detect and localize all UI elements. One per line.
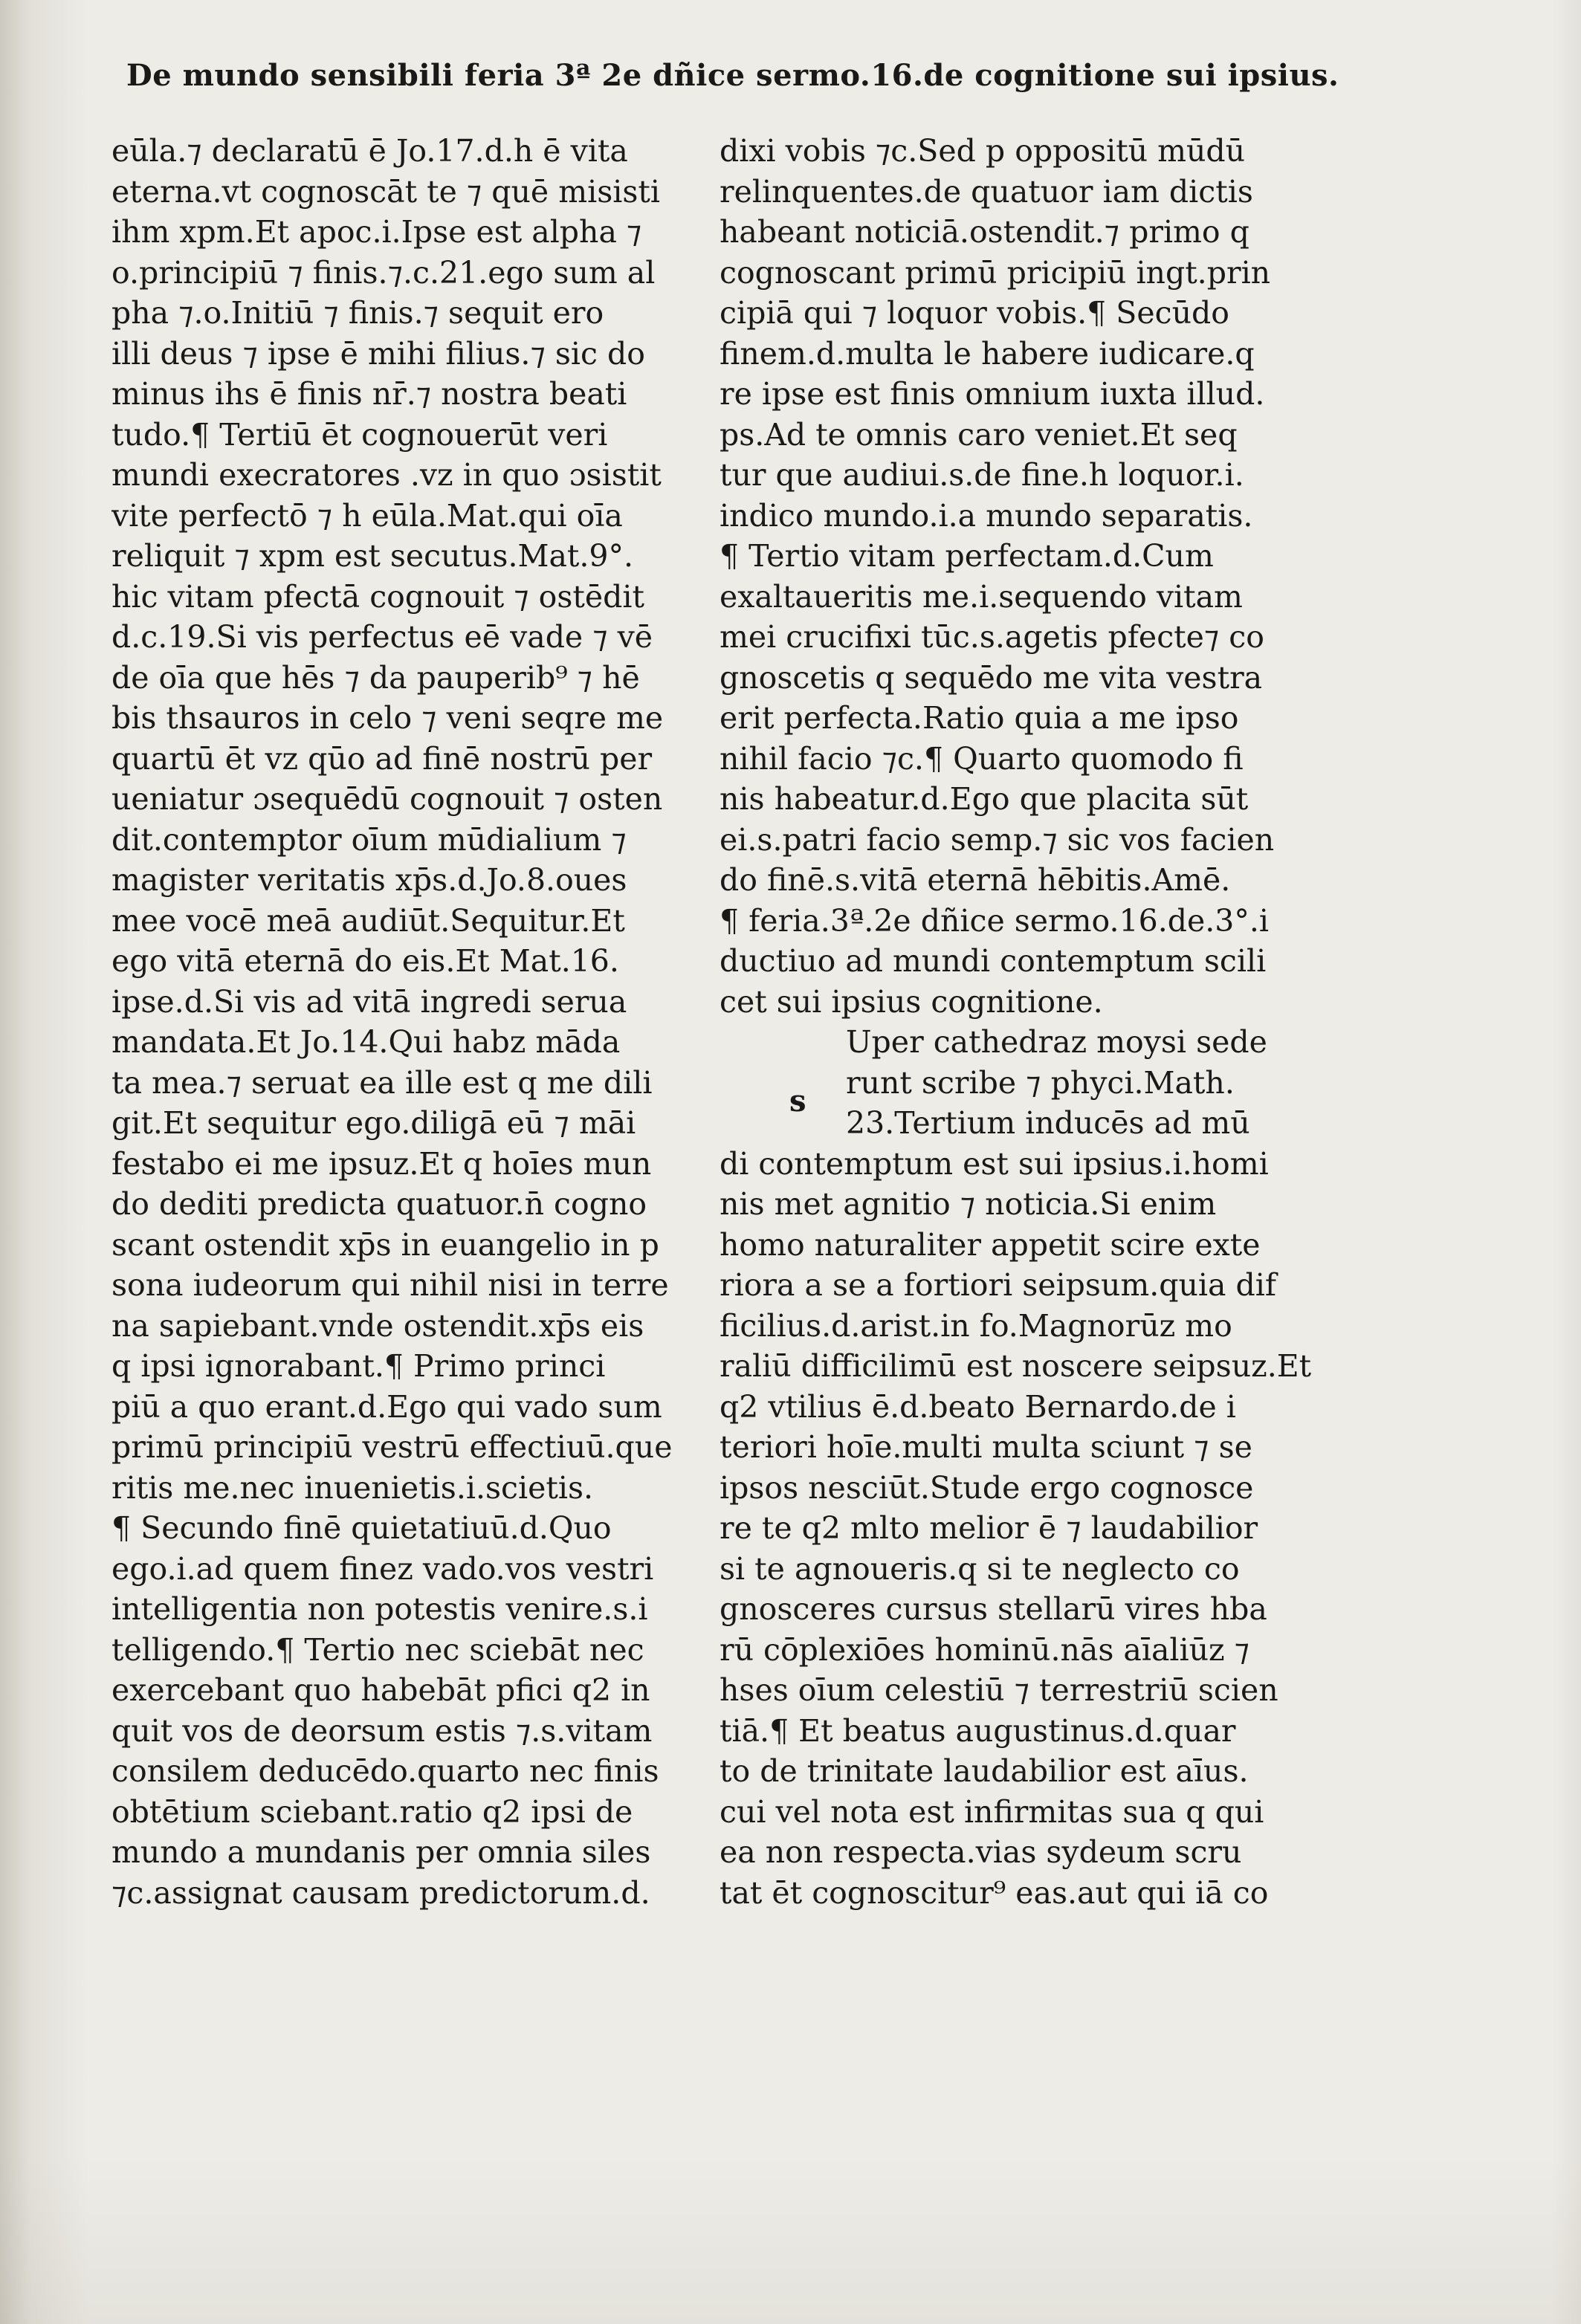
text-line: ihm xpm.Et apoc.i.Ipse est alpha ⁊ [111,214,642,250]
text-line: telligendo.¶ Tertio nec sciebāt nec [111,1631,644,1668]
text-line: ueniatur ɔsequēdū cognouit ⁊ osten [111,781,663,817]
text-line: magister veritatis xp̄s.d.Jo.8.oues [111,862,627,898]
text-line: festabo ei me ipsuz.Et q hoīes mun [111,1145,652,1182]
text-line: erit perfecta.Ratio quia a me ipso [720,700,1239,736]
text-line: dit.contemptor oīum mūdialium ⁊ [111,821,627,858]
text-line: mei crucifixi tūc.s.agetis pfecte⁊ co [720,619,1264,655]
text-line: tur que audiui.s.de fine.h loquor.i. [720,457,1244,493]
text-line: nis met agnitio ⁊ noticia.Si enim [720,1186,1217,1222]
text-line: sona iudeorum qui nihil nisi in terre [111,1267,669,1303]
text-line: si te agnoueris.q si te neglecto co [720,1550,1240,1587]
text-line: ipse.d.Si vis ad vitā ingredi serua [111,983,627,1020]
text-line: scant ostendit xp̄s in euangelio in p [111,1226,659,1263]
text-line: mundi execratores .vz in quo ɔsistit [111,457,662,493]
text-line: ¶ Tertio vitam perfectam.d.Cum [720,538,1214,574]
text-line: gnosceres cursus stellarū vires hba [720,1591,1267,1627]
text-line: o.principiū ⁊ finis.⁊.c.21.ego sum al [111,254,656,291]
text-line: do finē.s.vitā eternā hēbitis.Amē. [720,862,1231,898]
text-line: vite perfectō ⁊ h eūla.Mat.qui oīa [111,497,623,534]
text-line: di contemptum est sui ipsius.i.homi [720,1145,1269,1182]
text-line: de oīa que hēs ⁊ da pauperib⁹ ⁊ hē [111,659,640,696]
text-line: ego.i.ad quem finez vado.vos vestri [111,1550,654,1587]
text-line: nihil facio ⁊c.¶ Quarto quomodo fi [720,740,1244,777]
text-line: ego vitā eternā do eis.Et Mat.16. [111,943,619,979]
text-line: cipiā qui ⁊ loquor vobis.¶ Secūdo [720,295,1229,331]
text-line: raliū difficilimū est noscere seipsuz.Et [720,1348,1312,1384]
text-line: tiā.¶ Et beatus augustinus.d.quar [720,1712,1236,1749]
text-line: ritis me.nec inuenietis.i.scietis. [111,1469,594,1506]
text-line: re ipse est finis omnium iuxta illud. [720,376,1265,412]
text-line: cui vel nota est infirmitas sua q qui [720,1793,1264,1830]
text-line: consilem deducēdo.quarto nec finis [111,1753,659,1789]
text-line: exercebant quo habebāt pfici q2 in [111,1672,650,1708]
left-column [111,131,691,1913]
text-line: minus ihs ē finis nr̄.⁊ nostra beati [111,376,627,412]
text-line: reliquit ⁊ xpm est secutus.Mat.9°. [111,538,634,574]
text-line: ficilius.d.arist.in fo.Magnorūz mo [720,1307,1232,1344]
text-line: eūla.⁊ declaratū ē Jo.17.d.h ē vita [111,133,628,169]
text-line: git.Et sequitur ego.diligā eū ⁊ māi [111,1105,636,1141]
text-line: runt scribe ⁊ phyci.Math. [846,1064,1235,1101]
text-line: nis habeatur.d.Ego que placita sūt [720,781,1249,817]
text-line: cognoscant primū pricipiū ingt.prin [720,254,1271,291]
text-line: ¶ feria.3ª.2e dñice sermo.16.de.3°.i [720,902,1270,939]
text-line: mandata.Et Jo.14.Qui habz māda [111,1024,621,1060]
text-line: intelligentia non potestis venire.s.i [111,1591,648,1627]
text-line: quit vos de deorsum estis ⁊.s.vitam [111,1712,653,1749]
text-line: teriori hoīe.multi multa sciunt ⁊ se [720,1429,1252,1465]
text-line: gnoscetis q sequēdo me vita vestra [720,659,1263,696]
text-line: 23.Tertium inducēs ad mū [846,1105,1250,1141]
text-line: do dediti predicta quatuor.n̄ cogno [111,1186,647,1222]
text-line: tat ēt cognoscitur⁹ eas.aut qui iā co [720,1874,1269,1911]
text-line: na sapiebant.vnde ostendit.xp̄s eis [111,1307,644,1344]
text-line: re te q2 mlto melior ē ⁊ laudabilior [720,1510,1258,1546]
text-line: d.c.19.Si vis perfectus eē vade ⁊ vē [111,619,653,655]
text-line: rū cōplexiōes hominū.nās aīaliūz ⁊ [720,1631,1250,1668]
text-line: cet sui ipsius cognitione. [720,983,1103,1020]
text-line: riora a se a fortiori seipsum.quia dif [720,1267,1277,1303]
text-line: indico mundo.i.a mundo separatis. [720,497,1253,534]
text-line: relinquentes.de quatuor iam dictis [720,173,1253,210]
text-line: mundo a mundanis per omnia siles [111,1834,651,1870]
text-line: homo naturaliter appetit scire exte [720,1226,1261,1263]
text-line: mee vocē meā audiūt.Sequitur.Et [111,902,625,939]
text-line: eterna.vt cognoscāt te ⁊ quē misisti [111,173,660,210]
text-line: ⁊c.assignat causam predictorum.d. [111,1874,650,1911]
text-line: exaltaueritis me.i.sequendo vitam [720,578,1243,615]
text-line: to de trinitate laudabilior est aīus. [720,1753,1249,1789]
text-line: illi deus ⁊ ipse ē mihi filius.⁊ sic do [111,335,645,372]
running-head: De mundo sensibili feria 3ª 2e dñice sermo.16.de cognitione sui ipsius. [126,58,1339,93]
text-line: obtētium sciebant.ratio q2 ipsi de [111,1793,633,1830]
text-line: habeant noticiā.ostendit.⁊ primo q [720,214,1249,250]
text-line: hic vitam pfectā cognouit ⁊ ostēdit [111,578,644,615]
text-line: bis thsauros in celo ⁊ veni seqre me [111,700,664,736]
right-column [720,131,1314,1913]
text-line: finem.d.multa le habere iudicare.q [720,335,1255,372]
text-line: pha ⁊.o.Initiū ⁊ finis.⁊ sequit ero [111,295,604,331]
text-line: ipsos nesciūt.Stude ergo cognosce [720,1469,1254,1506]
text-line: hses oīum celestiū ⁊ terrestriū scien [720,1672,1278,1708]
text-line: dixi vobis ⁊c.Sed p oppositū mūdū [720,133,1246,169]
text-line: ¶ Secundo finē quietatiuū.d.Quo [111,1510,612,1546]
text-line: q ipsi ignorabant.¶ Primo princi [111,1348,606,1384]
text-line: ductiuo ad mundi contemptum scili [720,943,1267,979]
text-line: piū a quo erant.d.Ego qui vado sum [111,1388,662,1425]
initial-letter: s [789,1084,806,1119]
text-line: ea non respecta.vias sydeum scru [720,1834,1242,1870]
text-line: tudo.¶ Tertiū ēt cognouerūt veri [111,416,608,453]
text-line: ta mea.⁊ seruat ea ille est q me dili [111,1064,653,1101]
text-line: ei.s.patri facio semp.⁊ sic vos facien [720,821,1275,858]
text-line: q2 vtilius ē.d.beato Bernardo.de i [720,1388,1236,1425]
text-line: quartū ēt vz qūo ad finē nostrū per [111,740,653,777]
text-line: ps.Ad te omnis caro veniet.Et seq [720,416,1238,453]
text-line: primū principiū vestrū effectiuū.que [111,1429,673,1465]
text-line: Uper cathedraz moysi sede [846,1024,1267,1060]
